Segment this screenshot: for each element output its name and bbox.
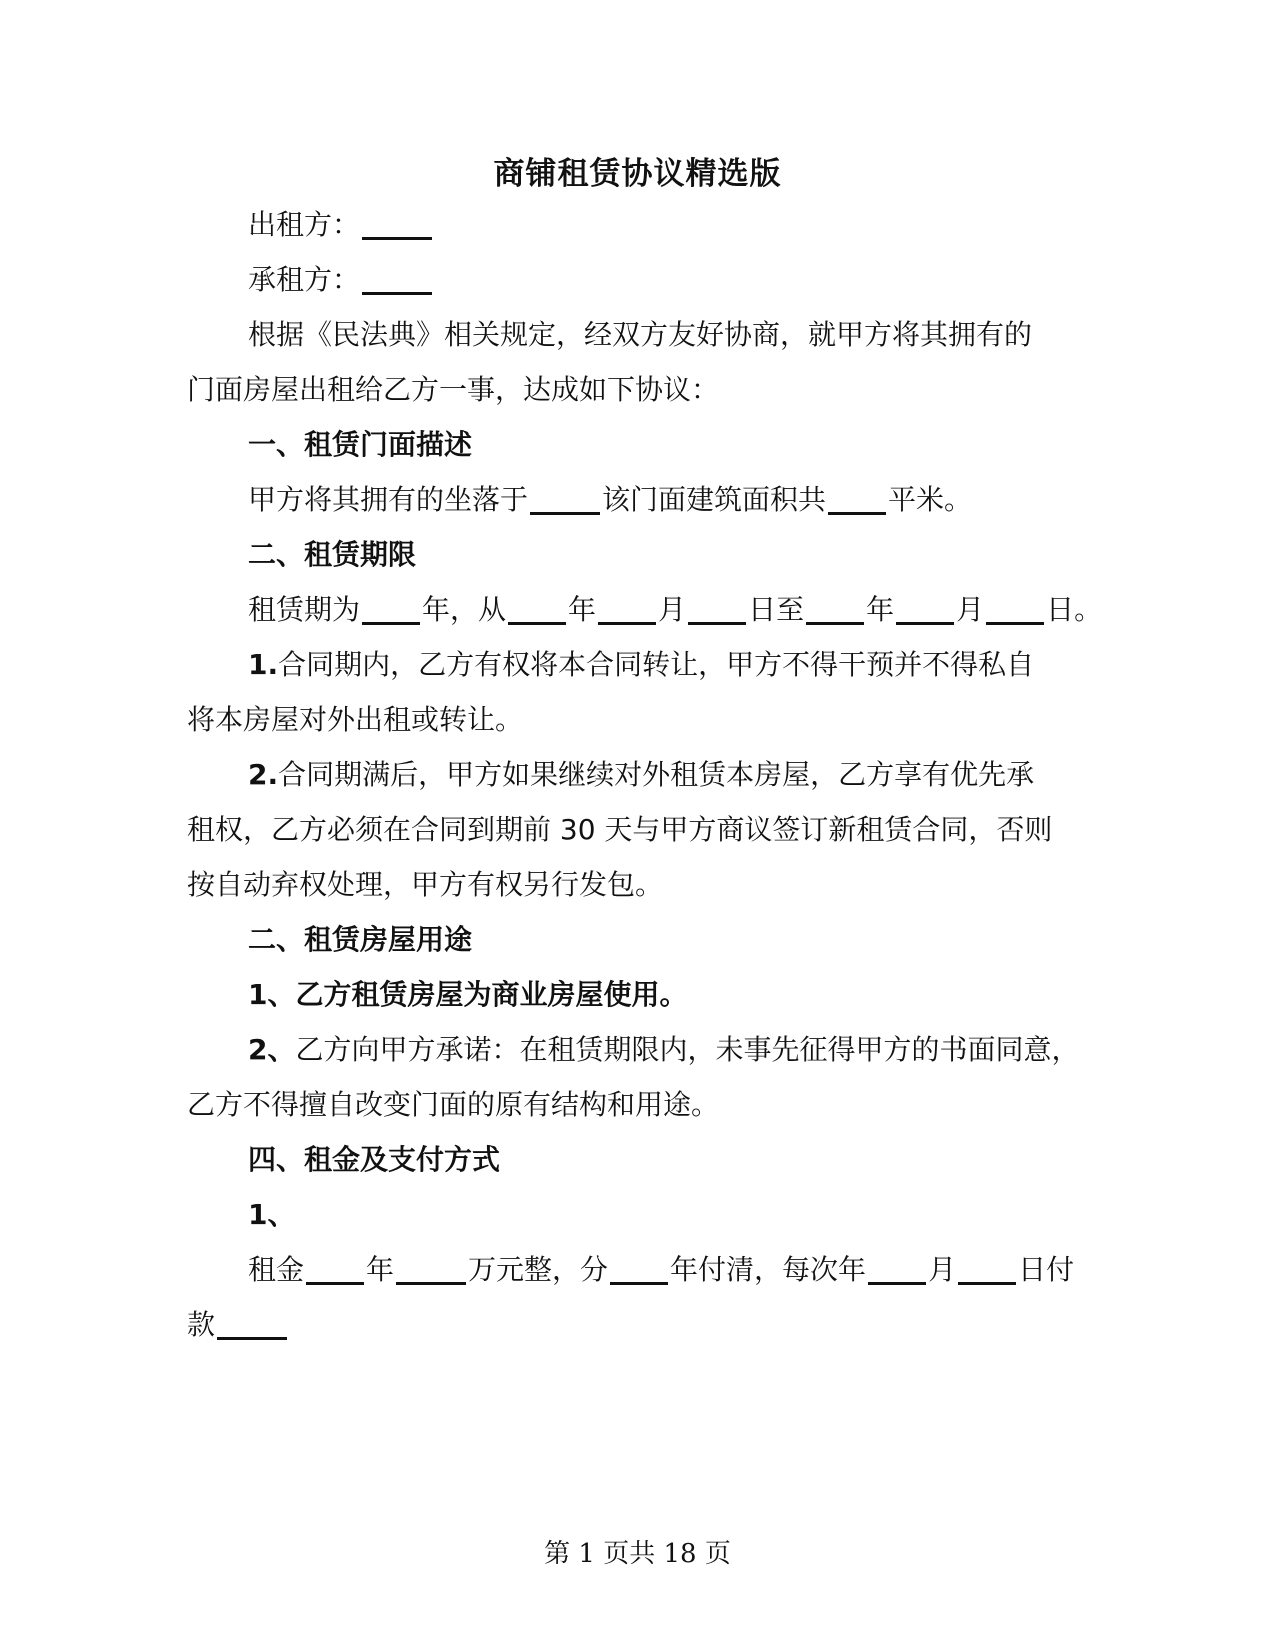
term-text: 月 <box>956 593 985 626</box>
rent-text: 月 <box>928 1253 957 1286</box>
section-1-text <box>248 480 972 520</box>
term-text: 年 <box>568 593 597 626</box>
item-2-line-1 <box>248 755 1034 795</box>
page-title: 商铺租赁协议精选版 <box>493 156 782 192</box>
term-text: 日。 <box>1046 593 1103 626</box>
section-heading-1: 一、租赁门面描述 <box>248 428 473 461</box>
rent-text: 年付清，每次年 <box>670 1253 867 1286</box>
item-text: 合同期内，乙方有权将本合同转让，甲方不得干预并不得私自 <box>278 648 1035 681</box>
rent-line-1 <box>248 1250 1074 1290</box>
rent-blank <box>306 1254 364 1285</box>
lessor-label: 出租方： <box>248 208 361 241</box>
location-blank <box>530 484 600 515</box>
item-2-line-3: 按自动弃权处理，甲方有权另行发包。 <box>187 868 664 901</box>
term-text: 月 <box>658 593 687 626</box>
section-heading-3: 二、租赁房屋用途 <box>248 923 473 956</box>
term-blank <box>598 594 656 625</box>
item-2-line-2: 租权，乙方必须在合同到期前 30 天与甲方商议签订新租赁合同，否则 <box>187 813 1053 846</box>
lessee-blank <box>362 264 432 295</box>
item-text: 合同期满后，甲方如果继续对外租赁本房屋，乙方享有优先承 <box>278 758 1035 791</box>
location-label: 甲方将其拥有的坐落于 <box>248 483 529 516</box>
area-unit: 平米。 <box>888 483 973 516</box>
term-blank <box>896 594 954 625</box>
intro-line-1: 根据《民法典》相关规定，经双方友好协商，就甲方将其拥有的 <box>248 318 1033 351</box>
rent-line-2 <box>187 1305 289 1345</box>
item-number: 2、 <box>248 1033 296 1066</box>
rent-blank <box>396 1254 466 1285</box>
section-heading-2: 二、租赁期限 <box>248 538 417 571</box>
rent-text: 万元整，分 <box>468 1253 609 1286</box>
rent-blank <box>868 1254 926 1285</box>
lessee-label: 承租方： <box>248 263 361 296</box>
term-blank <box>362 594 420 625</box>
intro-line-2: 门面房屋出租给乙方一事，达成如下协议： <box>187 373 720 406</box>
item-number: 2. <box>248 758 279 791</box>
term-line <box>248 590 1102 630</box>
lessor-line <box>248 205 434 245</box>
lessee-line <box>248 260 434 300</box>
term-text: 年 <box>866 593 895 626</box>
item-1-line-1 <box>248 645 1034 685</box>
term-blank <box>806 594 864 625</box>
section-heading-4: 四、租金及支付方式 <box>248 1143 501 1176</box>
rent-text: 年 <box>366 1253 395 1286</box>
term-text: 年，从 <box>422 593 507 626</box>
rent-item-number: 1、 <box>248 1198 296 1231</box>
item-number: 1. <box>248 648 279 681</box>
term-text: 日至 <box>748 593 805 626</box>
use-item-2-line-2: 乙方不得擅自改变门面的原有结构和用途。 <box>187 1088 720 1121</box>
lessor-blank <box>362 209 432 240</box>
term-blank <box>986 594 1044 625</box>
rent-text: 日付 <box>1018 1253 1075 1286</box>
item-1-line-2: 将本房屋对外出租或转让。 <box>187 703 524 736</box>
term-text: 租赁期为 <box>248 593 361 626</box>
use-item-2-line-1 <box>248 1030 1080 1070</box>
rent-blank <box>217 1309 287 1340</box>
use-item-1: 1、乙方租赁房屋为商业房屋使用。 <box>248 978 688 1011</box>
item-text: 乙方向甲方承诺：在租赁期限内，未事先征得甲方的书面同意， <box>295 1033 1080 1066</box>
area-blank <box>828 484 886 515</box>
rent-blank <box>958 1254 1016 1285</box>
page-footer: 第 1 页共 18 页 <box>544 1539 731 1569</box>
rent-text: 租金 <box>248 1253 305 1286</box>
rent-text: 款 <box>187 1308 216 1341</box>
term-blank <box>508 594 566 625</box>
term-blank <box>688 594 746 625</box>
area-label: 该门面建筑面积共 <box>602 483 827 516</box>
rent-blank <box>610 1254 668 1285</box>
